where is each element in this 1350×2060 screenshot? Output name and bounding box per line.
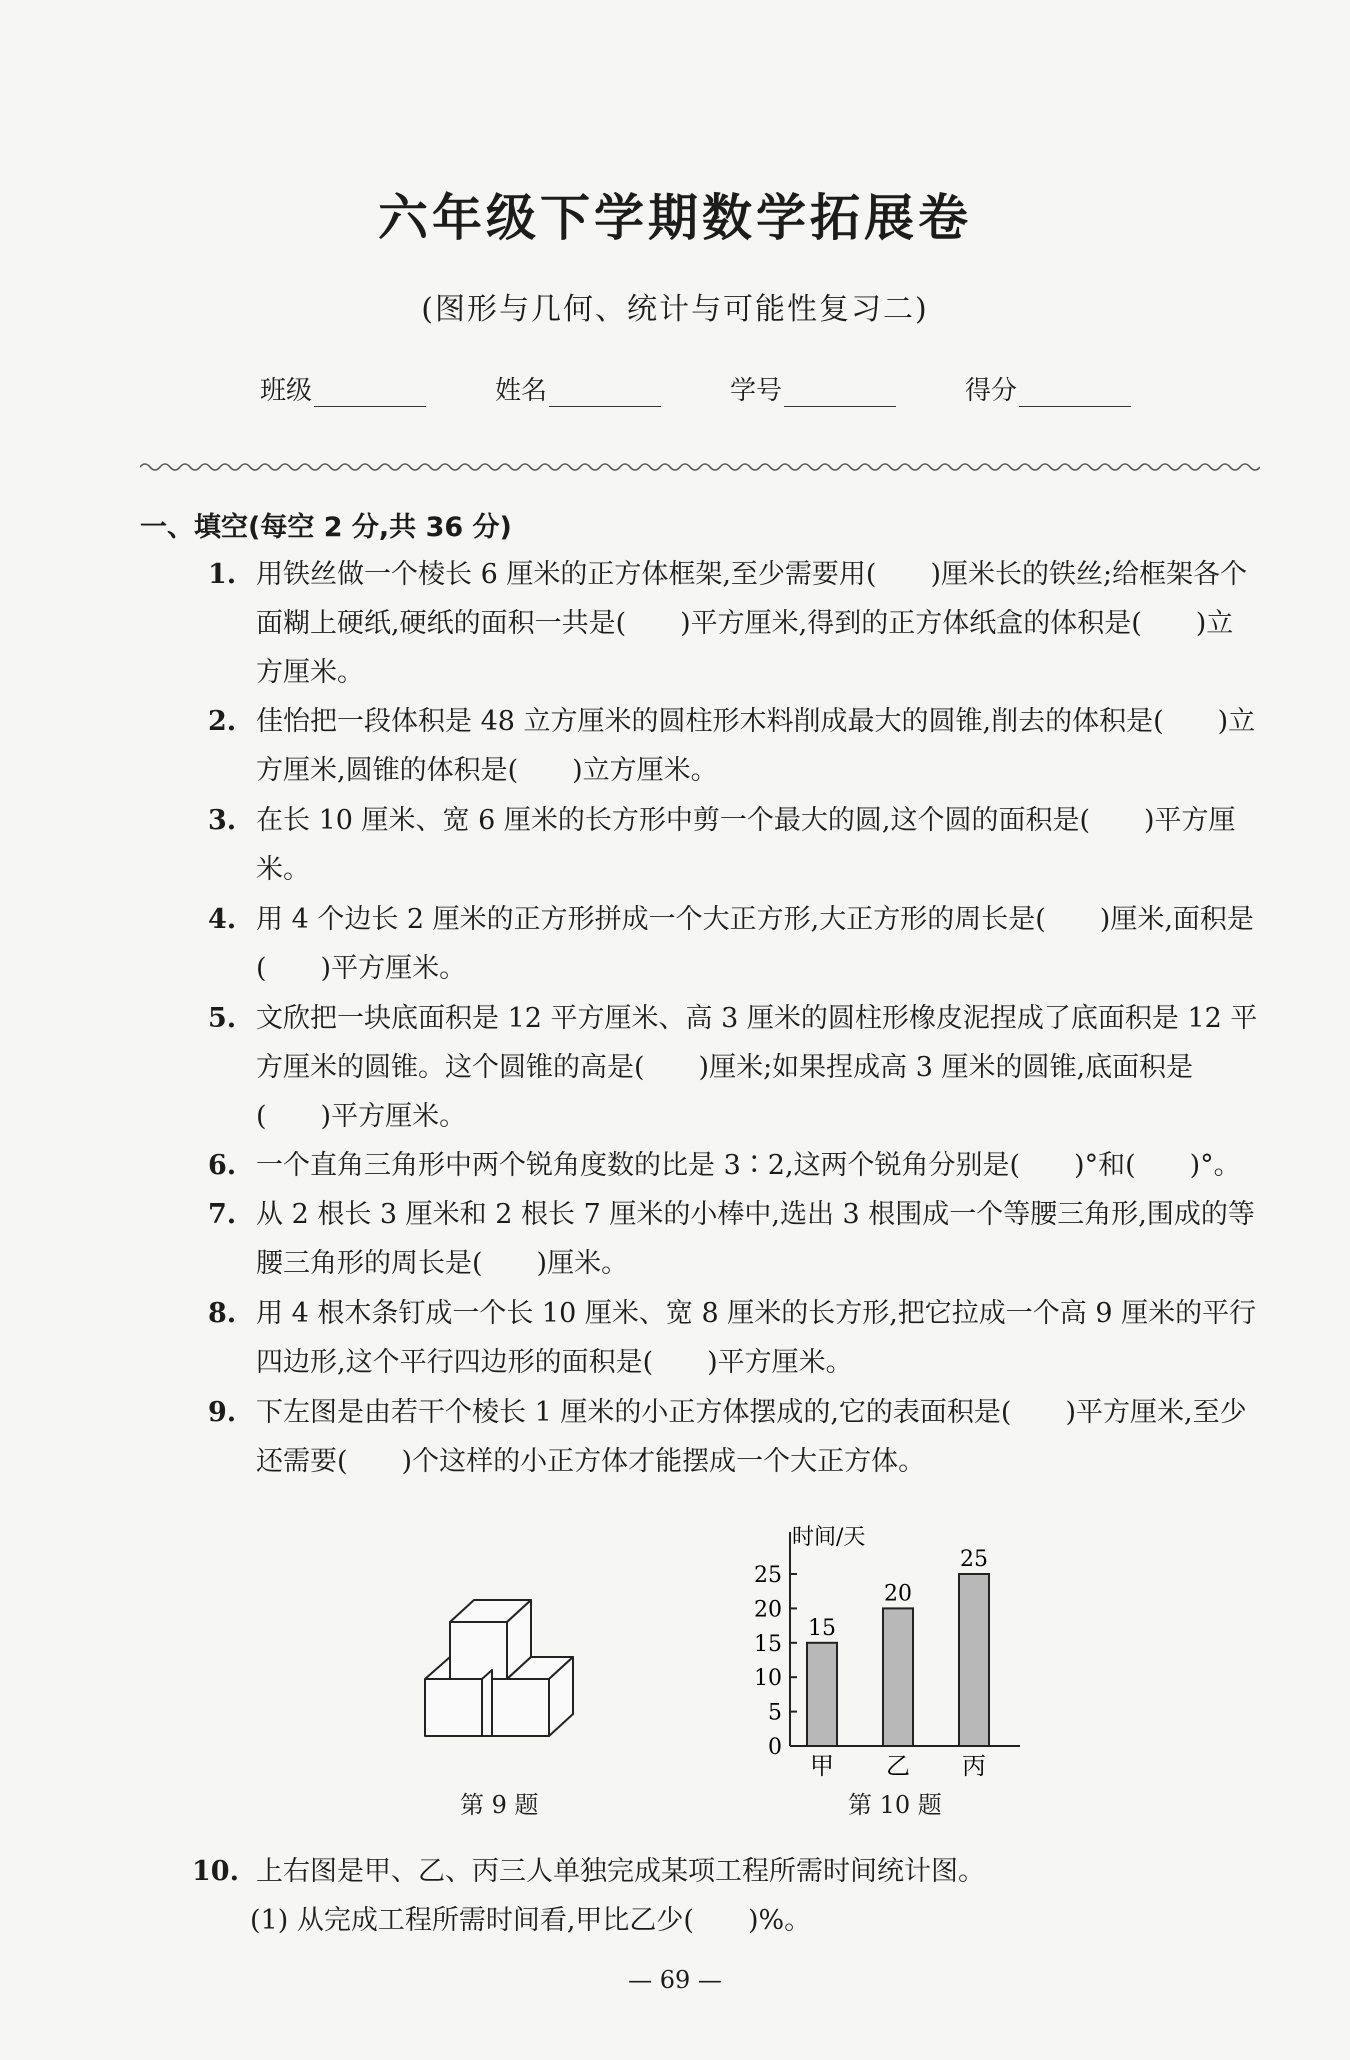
figure-10-caption: 第 10 题 (848, 1791, 942, 1819)
question-text: 一个直角三角形中两个锐角度数的比是 3∶2,这两个锐角分别是( )°和( )°。 (256, 1150, 1241, 1181)
question-9 (210, 1388, 1260, 1486)
question-number: 9. (208, 1397, 237, 1428)
student-info-line (260, 370, 1160, 410)
student-id-blank[interactable] (784, 380, 896, 407)
figure-9-caption: 第 9 题 (460, 1791, 539, 1819)
question-text: 用 4 个边长 2 厘米的正方形拼成一个大正方形,大正方形的周长是( )厘米,面积是( )平方厘米。 (256, 904, 1254, 984)
y-tick-label: 20 (754, 1597, 782, 1623)
name-blank[interactable] (549, 380, 661, 407)
question-number: 7. (208, 1199, 237, 1230)
y-tick-label: 15 (754, 1631, 782, 1657)
class-field[interactable] (260, 370, 426, 407)
bar-乙 (883, 1608, 913, 1746)
question-text: 用铁丝做一个棱长 6 厘米的正方体框架,至少需要用( )厘米长的铁丝;给框架各个面糊上硬纸,硬纸的面积一共是( )平方厘米,得到的正方体纸盒的体积是( )立方厘米。 (256, 559, 1248, 688)
question-text: 文欣把一块底面积是 12 平方厘米、高 3 厘米的圆柱形橡皮泥捏成了底面积是 12 平方厘米的圆锥。这个圆锥的高是( )厘米;如果捏成高 3 厘米的圆锥,底面积是( )平方厘米。 (256, 1003, 1258, 1132)
question-text: 从 2 根长 3 厘米和 2 根长 7 厘米的小棒中,选出 3 根围成一个等腰三角形,围成的等腰三角形的周长是( )厘米。 (256, 1199, 1255, 1279)
y-tick-label: 0 (768, 1735, 782, 1760)
y-tick-label: 25 (754, 1563, 782, 1588)
question-8 (210, 1289, 1260, 1387)
score-field[interactable] (965, 370, 1131, 407)
question-2 (210, 697, 1260, 795)
class-label: 班级 (260, 376, 313, 406)
y-tick-label: 10 (754, 1666, 782, 1692)
question-text: 用 4 根木条钉成一个长 10 厘米、宽 8 厘米的长方形,把它拉成一个高 9 厘米的平行四边形,这个平行四边形的面积是( )平方厘米。 (256, 1298, 1257, 1378)
question-text: 在长 10 厘米、宽 6 厘米的长方形中剪一个最大的圆,这个圆的面积是( )平方厘米。 (256, 805, 1236, 885)
score-label: 得分 (965, 376, 1018, 406)
bar-data-label: 15 (808, 1615, 836, 1641)
page-title: 六年级下学期数学拓展卷 (378, 189, 972, 247)
question-6 (210, 1141, 1260, 1190)
x-category-label: 甲 (810, 1752, 834, 1780)
question-4 (210, 895, 1260, 993)
student-id-field[interactable] (730, 370, 896, 407)
page-subtitle: (图形与几何、统计与可能性复习二) (421, 292, 929, 327)
y-axis-label: 时间/天 (792, 1525, 866, 1550)
y-tick-label: 5 (768, 1700, 782, 1726)
question-text: 佳怡把一段体积是 48 立方厘米的圆柱形木料削成最大的圆锥,削去的体积是( )立方厘米,圆锥的体积是( )立方厘米。 (256, 706, 1256, 786)
question-7 (210, 1190, 1260, 1288)
name-label: 姓名 (495, 376, 548, 406)
page-number: — 69 — (628, 1966, 722, 1994)
question-number: 1. (208, 559, 237, 590)
bar-data-label: 25 (960, 1547, 988, 1572)
section-heading: 一、填空(每空 2 分,共 36 分) (140, 512, 512, 543)
class-blank[interactable] (314, 380, 426, 407)
bar-甲 (807, 1643, 837, 1746)
question-number: 6. (208, 1150, 237, 1181)
question-10-part-1: (1) 从完成工程所需时间看,甲比乙少( )%。 (250, 1905, 812, 1936)
cube-stack-figure (415, 1590, 605, 1760)
question-text: 下左图是由若干个棱长 1 厘米的小正方体摆成的,它的表面积是( )平方厘米,至少还需要( )个这样的小正方体才能摆成一个大正方体。 (256, 1397, 1247, 1477)
question-1 (210, 550, 1260, 697)
work-time-bar-chart (730, 1510, 1050, 1790)
student-id-label: 学号 (730, 376, 783, 406)
score-blank[interactable] (1019, 380, 1131, 407)
x-category-label: 乙 (886, 1752, 910, 1780)
bar-data-label: 20 (884, 1581, 912, 1607)
question-number: 10. (192, 1856, 239, 1887)
bar-丙 (959, 1574, 989, 1746)
name-field[interactable] (495, 370, 661, 407)
question-number: 3. (208, 805, 237, 836)
question-number: 4. (208, 904, 237, 935)
question-text: 上右图是甲、乙、丙三人单独完成某项工程所需时间统计图。 (256, 1856, 985, 1887)
x-category-label: 丙 (962, 1752, 986, 1780)
question-5 (210, 994, 1260, 1141)
wavy-divider (140, 460, 1260, 474)
question-10 (192, 1847, 1260, 1896)
question-3 (210, 796, 1260, 894)
question-number: 5. (208, 1003, 237, 1034)
question-number: 2. (208, 706, 237, 737)
question-number: 8. (208, 1298, 237, 1329)
